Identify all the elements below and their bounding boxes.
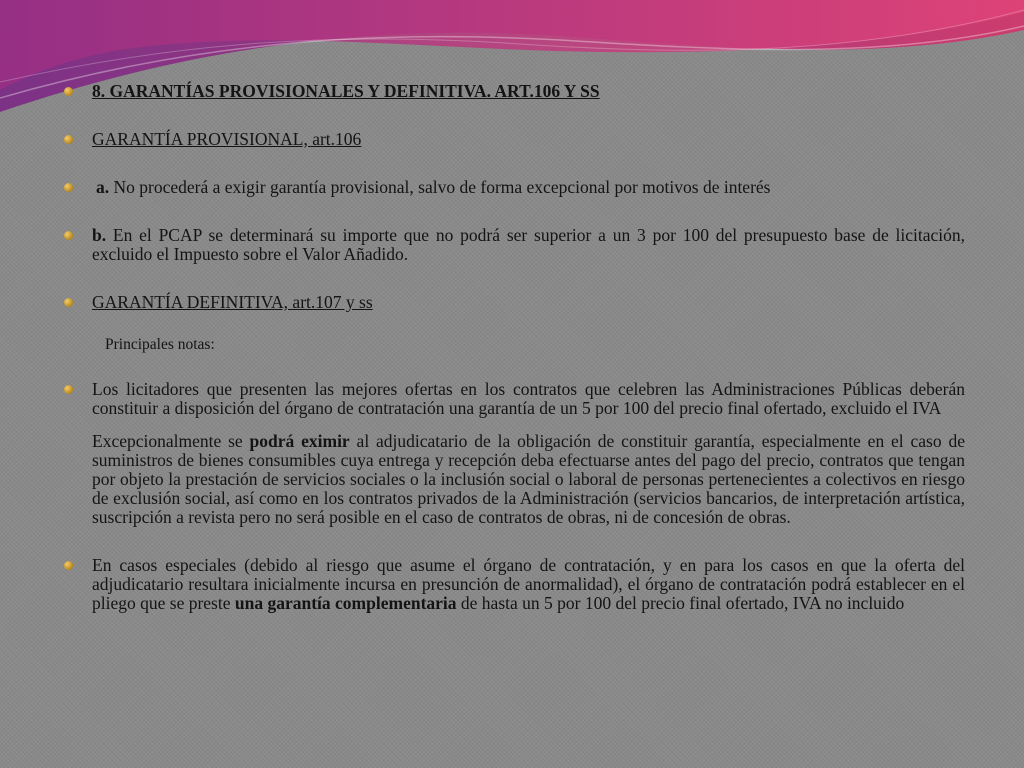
- bullet-icon: [64, 561, 73, 570]
- bullet-icon: [64, 231, 73, 240]
- excepcion-bold: podrá eximir: [249, 431, 350, 451]
- definitiva-heading-text: GARANTÍA DEFINITIVA, art.107 y ss: [92, 292, 373, 312]
- slide-content: [60, 82, 965, 613]
- bullet-icon: [64, 183, 73, 192]
- casos-bold: una garantía complementaria: [234, 593, 457, 613]
- heading-text: 8. GARANTÍAS PROVISIONALES Y DEFINITIVA. ART.106 Y SS: [92, 81, 600, 101]
- definitiva-heading: [60, 293, 965, 312]
- casos-part2: de hasta un 5 por 100 del precio final ofertado, IVA no incluido: [456, 593, 905, 613]
- bullet-icon: [64, 385, 73, 394]
- item-a-label: a.: [96, 177, 110, 197]
- excepcion-paragraph: [60, 432, 965, 527]
- provisional-heading: [60, 130, 965, 149]
- licitadores-text: Los licitadores que presenten las mejores ofertas en los contratos que celebren las Administraciones Públicas deberán constituir a disposición del órgano de contratación una garantía de un 5 por 100 del precio final ofertado, excluido el IVA: [92, 379, 965, 418]
- casos-part1: En casos especiales (debido al riesgo que asume el órgano de contratación, y en para los casos en que la oferta del adjudicatario resultara inicialmente incursa en presunción de anormalidad), el órgano de contratación podrá establecer en el pliego que se preste: [92, 555, 965, 613]
- item-a-text: No procederá a exigir garantía provisional, salvo de forma excepcional por motivos de interés: [109, 177, 771, 197]
- section-heading: [60, 82, 965, 101]
- item-b-label: b.: [92, 225, 107, 245]
- excepcion-part1: Excepcionalmente se: [92, 431, 250, 451]
- list-item-a: [60, 178, 965, 197]
- excepcion-part2: al adjudicatario de la obligación de constituir garantía, especialmente en el caso de suministros de bienes consumibles cuya entrega y recepción deba efectuarse antes del pago del precio, contratos que tengan por objeto la prestación de servicios sociales o la inclusión social o laboral de personas pertenecientes a colectivos en riesgo de exclusión social, así como en los contratos privados de la Administración (servicios bancarios, de interpretación artística, suscripción a revista pero no será posible en el caso de contratos de obras, ni de concesión de obras.: [92, 431, 965, 527]
- bullet-icon: [64, 135, 73, 144]
- licitadores-paragraph: [60, 380, 965, 418]
- bullet-icon: [64, 298, 73, 307]
- casos-especiales-paragraph: [60, 556, 965, 613]
- notes-label: Principales notas:: [105, 336, 215, 353]
- item-b-text: En el PCAP se determinará su importe que no podrá ser superior a un 3 por 100 del presupuesto base de licitación, excluido el Impuesto sobre el Valor Añadido.: [92, 225, 965, 264]
- list-item-b: [60, 226, 965, 264]
- provisional-heading-text: GARANTÍA PROVISIONAL, art.106: [92, 129, 362, 149]
- bullet-icon: [64, 87, 73, 96]
